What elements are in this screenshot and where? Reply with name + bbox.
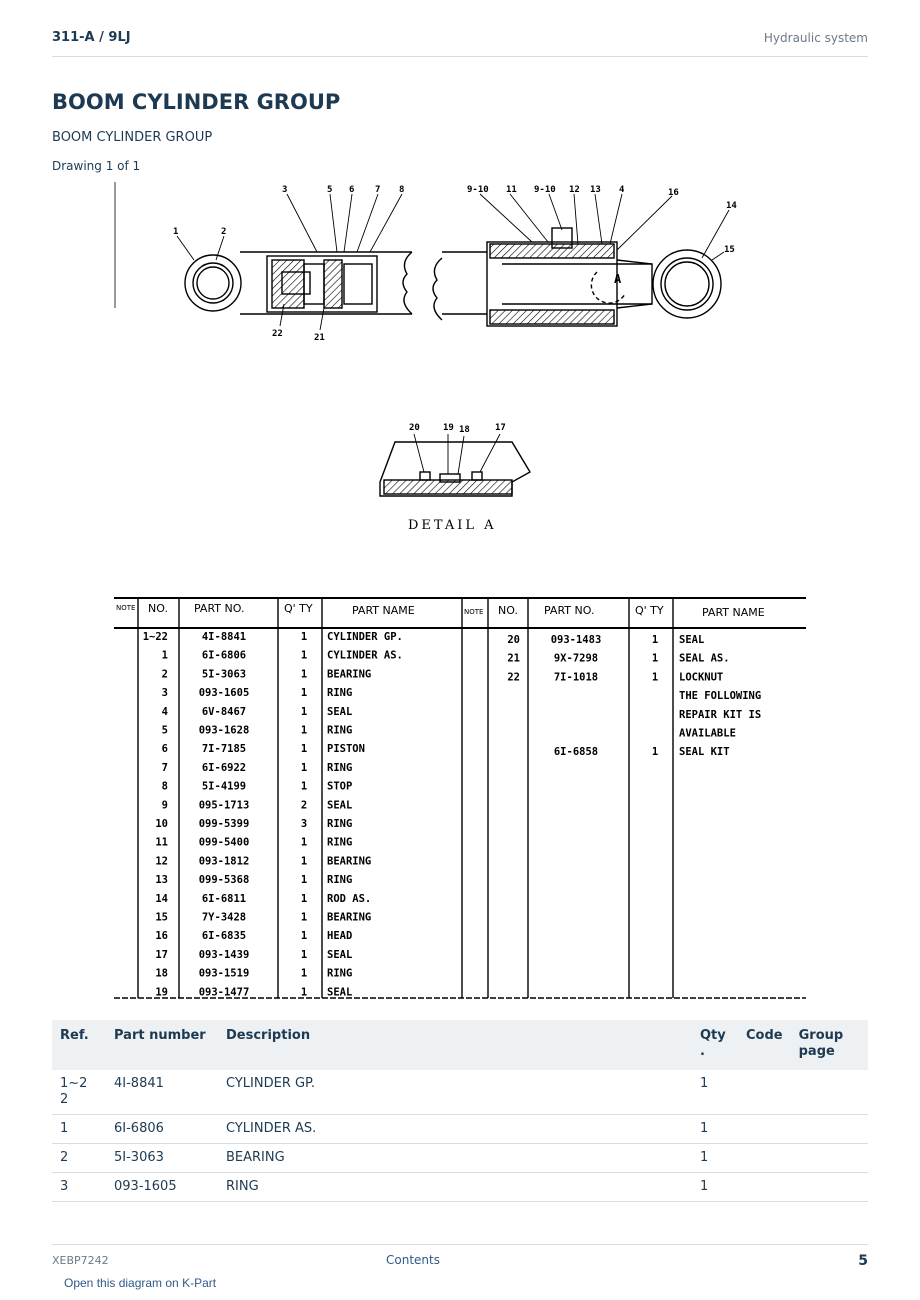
page-footer — [52, 1244, 868, 1269]
detail-callout-label: 17 — [495, 423, 506, 433]
print-cell-part-no: 7Y-3428 — [201, 911, 247, 924]
print-cell-qty: 3 — [300, 818, 308, 830]
callout-label: 9-10 — [467, 185, 489, 195]
print-cell-qty: 1 — [300, 631, 308, 643]
cell-code — [738, 1115, 791, 1144]
print-header-part-no: PART NO. — [544, 604, 595, 617]
cell-qty: 1 — [692, 1115, 738, 1144]
callout-label: 22 — [272, 329, 283, 339]
col-code[interactable]: Code — [738, 1020, 791, 1070]
print-cell-part-name: STOP — [327, 780, 353, 793]
print-cell-qty: 1 — [300, 874, 308, 887]
print-cell-part-name: RING — [327, 687, 353, 700]
print-cell-part-name: CYLINDER GP. — [327, 631, 403, 643]
cell-code — [738, 1070, 791, 1115]
detail-callout-label: 20 — [409, 423, 420, 433]
print-cell-part-name: SEAL — [327, 705, 353, 718]
callout-label: 6 — [349, 185, 355, 195]
cell-part-number: 5I-3063 — [106, 1144, 218, 1173]
cell-description: BEARING — [218, 1144, 692, 1173]
print-cell-qty: 1 — [300, 649, 308, 662]
print-cell-part-name: SEAL — [327, 986, 353, 999]
page-subtitle: BOOM CYLINDER GROUP — [52, 130, 213, 145]
callout-label: 3 — [282, 185, 288, 195]
cell-ref: 1~2 2 — [52, 1070, 106, 1115]
print-cell-part-no: 099-5399 — [198, 818, 250, 830]
print-cell-no: 21 — [507, 652, 520, 665]
print-cell-part-name: AVAILABLE — [679, 727, 736, 740]
print-header-note: NOTE — [464, 608, 484, 616]
table-row[interactable] — [52, 1144, 868, 1173]
print-cell-part-no: 093-1605 — [198, 687, 250, 700]
print-cell-no: 18 — [155, 967, 168, 980]
print-cell-qty: 1 — [651, 671, 659, 684]
print-cell-qty: 1 — [651, 746, 659, 759]
print-cell-qty: 1 — [300, 836, 308, 849]
cell-description: RING — [218, 1173, 692, 1202]
print-cell-part-name: RING — [327, 724, 353, 737]
print-cell-part-name: RING — [327, 761, 353, 774]
print-cell-qty: 1 — [300, 892, 308, 905]
cell-part-number: 4I-8841 — [106, 1070, 218, 1115]
page-number: 5 — [858, 1253, 868, 1269]
print-table-rows — [143, 631, 761, 998]
callout-label: 15 — [724, 245, 735, 255]
cell-part-number: 6I-6806 — [106, 1115, 218, 1144]
print-cell-part-name: REPAIR KIT IS — [679, 708, 762, 721]
doc-id: XEBP7242 — [52, 1254, 109, 1267]
print-header-qty: Q' TY — [635, 604, 664, 617]
callout-label: 2 — [221, 227, 227, 237]
callout-label: 7 — [375, 185, 381, 195]
print-cell-part-name: HEAD — [327, 930, 353, 943]
print-cell-no: 22 — [507, 671, 520, 684]
table-row[interactable] — [52, 1070, 868, 1115]
print-cell-part-name: SEAL — [679, 634, 705, 646]
cylinder-drawing — [115, 182, 729, 496]
cell-qty: 1 — [692, 1173, 738, 1202]
print-cell-qty: 1 — [300, 705, 308, 718]
callout-label: 21 — [314, 333, 325, 343]
print-header-note: NOTE — [116, 604, 136, 612]
print-cell-qty: 1 — [300, 687, 308, 700]
print-cell-part-no: 093-1628 — [198, 724, 250, 737]
print-cell-part-no: 5I-3063 — [201, 668, 247, 681]
exploded-diagram[interactable] — [112, 180, 812, 550]
drawing-label: Drawing 1 of 1 — [52, 159, 141, 173]
col-qty[interactable]: Qty . — [692, 1020, 738, 1070]
cell-part-number: 093-1605 — [106, 1173, 218, 1202]
print-header-part-name: PART NAME — [702, 606, 765, 619]
parts-table — [52, 1020, 868, 1202]
print-cell-no: 6 — [161, 743, 168, 756]
print-cell-qty: 1 — [651, 634, 659, 646]
print-cell-part-name: BEARING — [327, 855, 372, 868]
print-cell-no: 1~22 — [142, 631, 168, 643]
print-cell-part-no: 7I-1018 — [553, 671, 599, 684]
cell-group-page — [791, 1173, 868, 1202]
print-cell-qty: 1 — [300, 948, 308, 961]
col-group-page[interactable]: Group page — [791, 1020, 868, 1070]
print-header-part-no: PART NO. — [194, 602, 245, 615]
print-cell-no: 8 — [161, 780, 168, 793]
print-cell-qty: 1 — [300, 724, 308, 737]
print-cell-part-name: RING — [327, 818, 353, 830]
print-cell-part-name: BEARING — [327, 911, 372, 924]
print-cell-part-name: SEAL — [327, 948, 353, 961]
print-cell-no: 13 — [155, 874, 168, 887]
table-row[interactable] — [52, 1115, 868, 1144]
print-cell-part-no: 6I-6858 — [553, 746, 599, 759]
print-cell-part-no: 9X-7298 — [553, 652, 599, 665]
print-cell-part-no: 5I-4199 — [201, 780, 247, 793]
print-cell-qty: 1 — [300, 986, 308, 999]
print-cell-qty: 1 — [300, 668, 308, 681]
detail-caption: DETAIL A — [408, 518, 497, 533]
detail-callout-label: 18 — [459, 425, 470, 435]
callout-label: 14 — [726, 201, 737, 211]
print-cell-part-no: 093-1812 — [198, 855, 250, 868]
cell-code — [738, 1173, 791, 1202]
callout-label: 9-10 — [534, 185, 556, 195]
print-cell-part-no: 095-1713 — [198, 799, 250, 812]
print-cell-no: 12 — [155, 855, 168, 868]
print-cell-part-name: RING — [327, 874, 353, 887]
cell-description: CYLINDER AS. — [218, 1115, 692, 1144]
diagram-svg — [112, 180, 812, 550]
print-cell-part-no: 093-1483 — [550, 634, 602, 646]
print-cell-qty: 1 — [300, 780, 308, 793]
print-cell-part-name: LOCKNUT — [679, 671, 724, 684]
print-cell-part-no: 6I-6922 — [201, 761, 247, 774]
cell-ref: 2 — [52, 1144, 106, 1173]
cell-group-page — [791, 1115, 868, 1144]
contents-link[interactable]: Contents — [386, 1253, 440, 1267]
print-header-part-name: PART NAME — [352, 604, 415, 617]
detail-ref-label: A — [614, 272, 622, 286]
print-cell-part-no: 093-1519 — [198, 967, 250, 980]
table-row[interactable] — [52, 1173, 868, 1202]
callout-label: 16 — [668, 188, 679, 198]
print-cell-no: 19 — [155, 986, 168, 999]
callout-label: 4 — [619, 185, 625, 195]
print-cell-part-name: RING — [327, 967, 353, 980]
print-cell-part-name: ROD AS. — [327, 892, 372, 905]
print-cell-no: 9 — [161, 799, 168, 812]
print-cell-no: 7 — [161, 761, 168, 774]
print-cell-part-no: 093-1439 — [198, 948, 250, 961]
callout-label: 8 — [399, 185, 405, 195]
print-parts-table — [114, 596, 806, 1002]
print-cell-part-no: 099-5368 — [198, 874, 250, 887]
col-ref[interactable]: Ref. — [52, 1020, 106, 1070]
open-diagram-link[interactable]: Open this diagram on K-Part — [64, 1276, 217, 1290]
print-cell-qty: 1 — [300, 967, 308, 980]
callout-labels — [173, 185, 737, 435]
print-cell-no: 20 — [507, 634, 520, 646]
print-cell-qty: 1 — [300, 855, 308, 868]
print-cell-part-no: 6I-6811 — [201, 892, 247, 905]
print-cell-part-name: SEAL KIT — [679, 746, 730, 759]
print-cell-no: 14 — [155, 892, 168, 905]
print-cell-qty: 1 — [300, 743, 308, 756]
print-cell-no: 11 — [155, 836, 168, 849]
print-table-svg — [114, 596, 806, 1002]
print-cell-part-no: 6I-6806 — [201, 649, 247, 662]
cell-ref: 3 — [52, 1173, 106, 1202]
print-cell-no: 4 — [161, 705, 168, 718]
print-cell-no: 2 — [161, 668, 168, 681]
print-cell-part-name: SEAL — [327, 799, 353, 812]
callout-label: 13 — [590, 185, 601, 195]
model-label: 311-A / 9LJ — [52, 30, 131, 45]
print-header-no: NO. — [498, 604, 518, 617]
print-cell-part-no: 093-1477 — [198, 986, 250, 999]
print-cell-no: 17 — [155, 948, 168, 961]
print-cell-part-no: 7I-7185 — [201, 743, 247, 756]
callout-label: 1 — [173, 227, 179, 237]
section-label: Hydraulic system — [763, 31, 868, 45]
print-cell-part-name: PISTON — [327, 743, 365, 756]
print-cell-no: 5 — [161, 724, 168, 737]
col-description[interactable]: Description — [218, 1020, 692, 1070]
cell-qty: 1 — [692, 1144, 738, 1173]
print-header-no: NO. — [148, 602, 168, 615]
page-header — [52, 28, 868, 57]
print-cell-part-name: THE FOLLOWING — [679, 690, 762, 703]
print-cell-part-no: 6I-6835 — [201, 930, 247, 943]
print-cell-qty: 2 — [300, 799, 308, 812]
print-cell-no: 16 — [155, 930, 168, 943]
print-header-qty: Q' TY — [284, 602, 313, 615]
print-cell-part-name: SEAL AS. — [679, 652, 730, 665]
col-part-number[interactable]: Part number — [106, 1020, 218, 1070]
print-cell-qty: 1 — [300, 911, 308, 924]
parts-table-header — [52, 1020, 868, 1070]
print-table-headers — [116, 602, 765, 619]
print-cell-part-name: RING — [327, 836, 353, 849]
print-cell-no: 15 — [155, 911, 168, 924]
cell-description: CYLINDER GP. — [218, 1070, 692, 1115]
cell-ref: 1 — [52, 1115, 106, 1144]
print-cell-no: 1 — [161, 649, 168, 662]
cell-qty: 1 — [692, 1070, 738, 1115]
print-cell-qty: 1 — [300, 930, 308, 943]
print-cell-part-no: 6V-8467 — [201, 705, 247, 718]
cell-group-page — [791, 1144, 868, 1173]
print-cell-qty: 1 — [300, 761, 308, 774]
cell-code — [738, 1144, 791, 1173]
callout-label: 5 — [327, 185, 333, 195]
print-cell-no: 10 — [155, 818, 168, 830]
cell-group-page — [791, 1070, 868, 1115]
print-cell-part-name: CYLINDER AS. — [327, 649, 403, 662]
print-cell-part-no: 099-5400 — [198, 836, 250, 849]
print-cell-no: 3 — [161, 687, 168, 700]
print-cell-qty: 1 — [651, 652, 659, 665]
print-cell-part-no: 4I-8841 — [201, 631, 247, 643]
callout-label: 11 — [506, 185, 517, 195]
callout-label: 12 — [569, 185, 580, 195]
page-title: BOOM CYLINDER GROUP — [52, 90, 341, 114]
print-cell-part-name: BEARING — [327, 668, 372, 681]
detail-callout-label: 19 — [443, 423, 454, 433]
